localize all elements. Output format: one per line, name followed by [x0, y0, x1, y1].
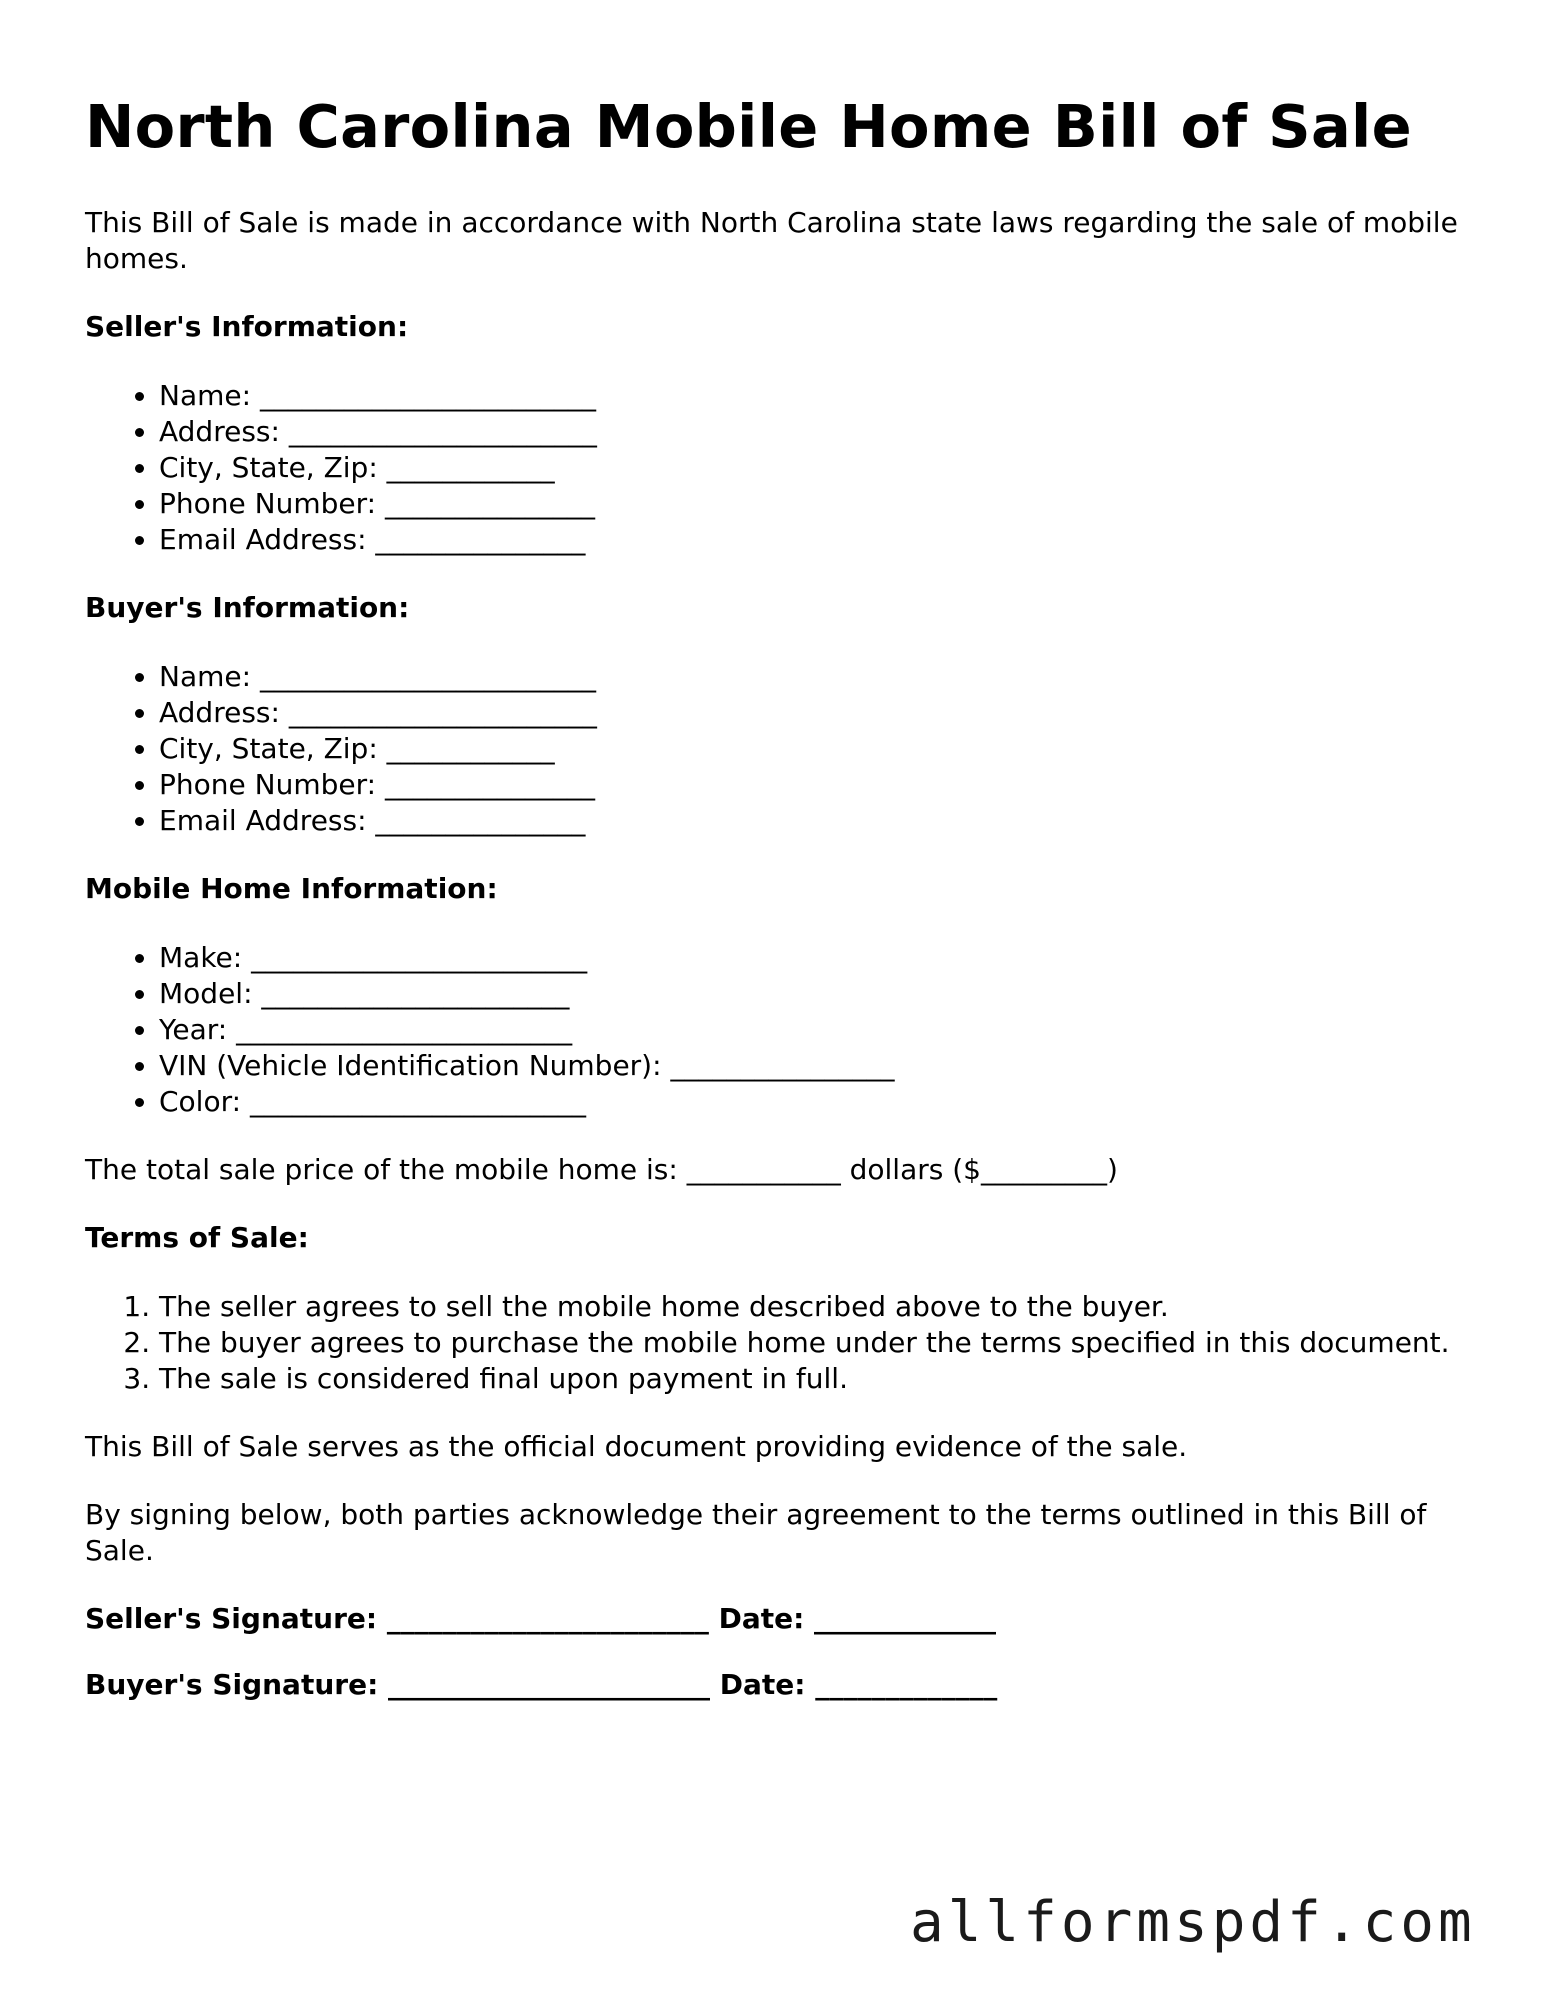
buyer-heading: Buyer's Information:	[85, 590, 410, 624]
seller-phone-field: • Phone Number: _______________	[159, 486, 1465, 522]
acknowledge-paragraph: By signing below, both parties acknowledge their agreement to the terms outlined in this Bill of Sale.	[85, 1497, 1427, 1567]
home-model-field: • Model: ______________________	[159, 976, 1465, 1012]
buyer-signature-line: Buyer's Signature: _______________________ Date: _____________	[85, 1667, 998, 1701]
buyer-city-field: • City, State, Zip: ____________	[159, 731, 1465, 767]
buyer-fields	[85, 659, 1465, 839]
terms-list	[85, 1289, 1465, 1397]
seller-address-field: • Address: ______________________	[159, 414, 1465, 450]
seller-city-field: • City, State, Zip: ____________	[159, 450, 1465, 486]
evidence-paragraph: This Bill of Sale serves as the official document providing evidence of the sale.	[85, 1429, 1188, 1463]
home-color-field: • Color: ________________________	[159, 1084, 1465, 1120]
seller-email-field: • Email Address: _______________	[159, 522, 1465, 558]
home-year-field: • Year: ________________________	[159, 1012, 1465, 1048]
home-heading: Mobile Home Information:	[85, 871, 498, 905]
term-item: 1. The seller agrees to sell the mobile home described above to the buyer.	[159, 1289, 1465, 1325]
site-watermark: allformspdf.com	[910, 1890, 1476, 1955]
buyer-name-field: • Name: ________________________	[159, 659, 1465, 695]
buyer-phone-field: • Phone Number: _______________	[159, 767, 1465, 803]
home-vin-field: • VIN (Vehicle Identification Number): ________________	[159, 1048, 1465, 1084]
term-item: 2. The buyer agrees to purchase the mobile home under the terms specified in this document.	[159, 1325, 1465, 1361]
seller-fields	[85, 378, 1465, 558]
intro-paragraph: This Bill of Sale is made in accordance with North Carolina state laws regarding the sale of mobile homes.	[85, 205, 1458, 275]
terms-heading: Terms of Sale:	[85, 1220, 309, 1254]
term-item: 3. The sale is considered final upon payment in full.	[159, 1361, 1465, 1397]
document-page	[85, 92, 1465, 1733]
buyer-email-field: • Email Address: _______________	[159, 803, 1465, 839]
sale-price-line: The total sale price of the mobile home is: ___________ dollars ($_________)	[85, 1152, 1118, 1186]
seller-heading: Seller's Information:	[85, 309, 409, 343]
document-title: North Carolina Mobile Home Bill of Sale	[85, 92, 1412, 161]
home-make-field: • Make: ________________________	[159, 940, 1465, 976]
home-fields	[85, 940, 1465, 1120]
seller-name-field: • Name: ________________________	[159, 378, 1465, 414]
buyer-address-field: • Address: ______________________	[159, 695, 1465, 731]
seller-signature-line: Seller's Signature: _______________________ Date: _____________	[85, 1601, 997, 1635]
